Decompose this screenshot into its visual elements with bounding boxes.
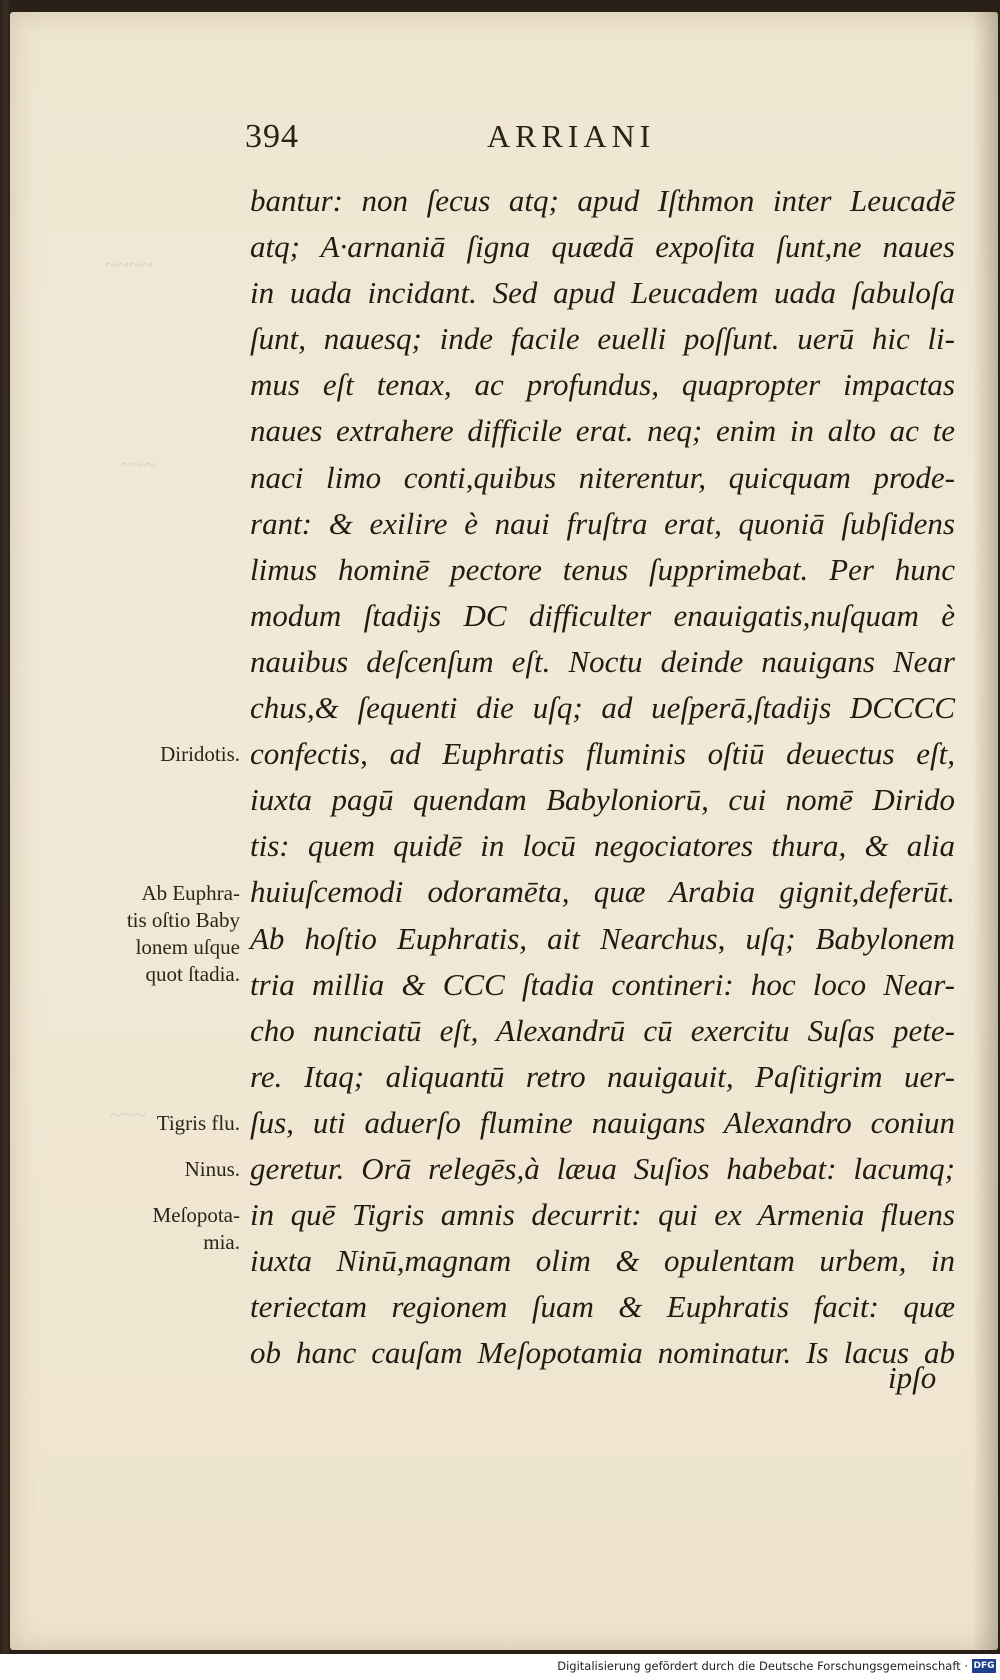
text-line: teriectam regionem ſuam & Euphratis facit: quæ [250,1289,955,1325]
text-line: ſus, uti aduerſo flumine nauigans Alexandro coniun [250,1104,955,1140]
running-title: ARRIANI [487,118,656,154]
text-line: in uada incidant. Sed apud Leucadem uada ſabuloſa [250,275,955,311]
text-line: Ab hoſtio Euphratis, ait Nearchus, uſq; Babylonem [250,920,955,956]
margin-note: Meſopota- mia. [152,1203,240,1255]
show-through-text: ~~~ [120,452,156,477]
text-line: tria millia & CCC ſtadia contineri: hoc loco Near- [250,966,955,1002]
text-line: bantur: non ſecus atq; apud Iſthmon inter Leucadē [250,183,955,218]
text-line: iuxta Ninū,magnam olim & opulentam urbem, in [250,1243,955,1279]
page-number: 394 [245,118,299,155]
text-line: naci limo conti,quibus niterentur, quicquam prode- [250,459,955,495]
text-line: chus,& ſequenti die uſq; ad ueſperā,ſtadijs DCCCC [250,690,955,726]
text-line: geretur. Orā relegēs,à læua Suſios habebat: lacumq; [250,1150,955,1186]
text-line: limus hominē pectore tenus ſupprimebat. Per hunc [250,551,955,587]
text-line: mus eſt tenax, ac profundus, quapropter impactas [250,367,955,403]
dfg-logo: DFG [973,1661,995,1671]
margin-note: Ab Euphra- tis oſtio Baby lonem uſque quot ſtadia. [126,880,240,986]
show-through-text: ~~~~ [105,252,153,277]
text-line: in quē Tigris amnis decurrit: qui ex Armenia fluens [250,1197,955,1233]
text-line: huiuſcemodi odoramēta, quæ Arabia gignit,deferūt. [250,874,955,910]
text-line: iuxta pagū quendam Babyloniorū, cui nomē Dirido [250,782,955,818]
text-line: tis: quem quidē in locū negociatores thura, & alia [250,828,955,864]
funding-credit: Digitalisierung gefördert durch die Deutsche Forschungsgemeinschaft · [557,1659,968,1673]
margin-note: Tigris flu. [156,1111,240,1135]
page-header [245,118,945,168]
catchword: ipſo [888,1360,937,1395]
body-text [250,178,955,1376]
text-line: re. Itaq; aliquantū retro nauigauit, Paſitigrim uer- [250,1058,955,1094]
margin-note: Ninus. [184,1157,240,1182]
text-line: rant: & exilire è naui fruſtra erat, quoniā ſubſidens [250,505,955,541]
show-through-text: ~~~ [110,1102,146,1127]
text-line: confectis, ad Euphratis fluminis oſtiū deuectus eſt, [250,736,955,772]
text-line: ob hanc cauſam Meſopotamia nominatur. Is lacus ab [250,1335,955,1371]
text-line: nauibus deſcenſum eſt. Noctu deinde nauigans Near [250,643,955,679]
margin-note: Diridotis. [160,742,240,767]
text-line: atq; A·arnaniā ſigna quædā expoſita ſunt,ne naues [250,229,955,265]
text-line: modum ſtadijs DC difficulter enauigatis,nuſquam è [250,597,955,633]
text-line: cho nunciatū eſt, Alexandrū cū exercitu Suſas pete- [250,1012,955,1048]
text-line: naues extrahere difficile erat. neq; enim in alto ac te [250,413,955,449]
text-line: ſunt, nauesq; inde facile euelli poſſunt. uerū hic li- [250,321,955,357]
digitization-footer [0,1654,1000,1680]
